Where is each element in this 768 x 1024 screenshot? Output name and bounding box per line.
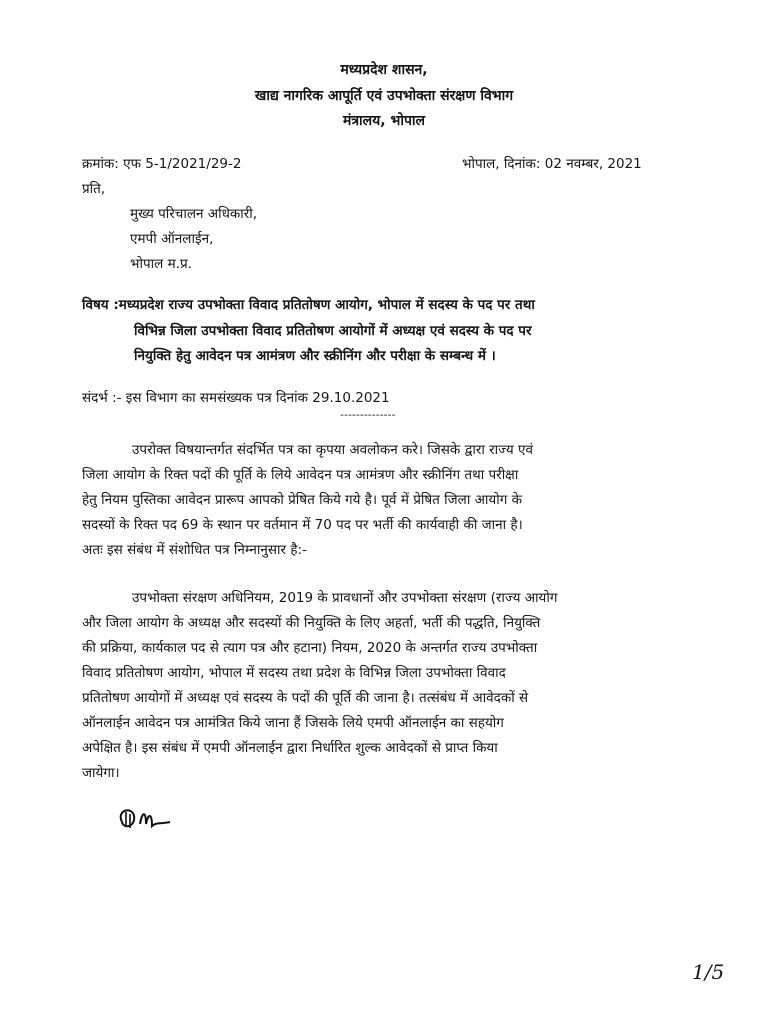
paragraph-2-line: की प्रक्रिया, कार्यकाल पद से त्याग पत्र और हटाना) नियम, 2020 के अन्तर्गत राज्य उपभोक्ता (82, 640, 538, 656)
paragraph-1-line: हेतु नियम पुस्तिका आवेदन प्रारूप आपको प्रेषित किये गये है। पूर्व में प्रेषित जिला आयोग के (82, 492, 522, 508)
paragraph-2-line: और जिला आयोग के अध्यक्ष और सदस्यों की नियुक्ति के लिए अहर्ता, भर्ती की पद्धति, नियुक्ति (82, 615, 541, 631)
paragraph-2-line: विवाद प्रतितोषण आयोग, भोपाल में सदस्य तथा प्रदेश के विभिन्न जिला उपभोक्ता विवाद (82, 665, 506, 681)
paragraph-2-line: प्रतितोषण आयोगों में अध्यक्ष एवं सदस्य के पदों की पूर्ति की जाना है। तत्संबंध में आवेदकों से (82, 690, 529, 706)
addressee-city: भोपाल म.प्र. (130, 256, 192, 272)
department-name: खाद्य नागरिक आपूर्ति एवं उपभोक्ता संरक्षण विभाग (254, 88, 514, 104)
paragraph-1 (82, 438, 686, 563)
paragraph-1-line: उपरोक्त विषयान्तर्गत संदर्भित पत्र का कृपया अवलोकन करे। जिसके द्वारा राज्य एवं (132, 442, 533, 458)
addressee-title: मुख्य परिचालन अधिकारी, (130, 206, 258, 222)
paragraph-1-line: अतः इस संबंध में संशोधित पत्र निम्नानुसार है:- (82, 542, 307, 558)
subject-line-1: विषय :मध्यप्रदेश राज्य उपभोक्ता विवाद प्रतितोषण आयोग, भोपाल में सदस्य के पद पर तथा (82, 297, 535, 313)
addressee-org: एमपी ऑनलाईन, (130, 231, 214, 247)
subject-line-2: विभिन्न जिला उपभोक्ता विवाद प्रतितोषण आयोगों में अध्यक्ष एवं सदस्य के पद पर (134, 323, 532, 339)
subject-line-3: नियुक्ति हेतु आवेदन पत्र आमंत्रण और स्क्रीनिंग और परीक्षा के सम्बन्ध में । (134, 348, 496, 364)
paragraph-2-line: उपभोक्ता संरक्षण अधिनियम, 2019 के प्रावधानों और उपभोक्ता संरक्षण (राज्य आयोग (132, 590, 558, 606)
reference: संदर्भ :- इस विभाग का समसंख्यक पत्र दिनांक 29.10.2021 (82, 390, 390, 406)
paragraph-1-line: सदस्यों के रिक्त पद 69 के स्थान पर वर्तमान में 70 पद पर भर्ती की कार्यवाही की जाना है। (82, 517, 523, 533)
paragraph-2 (82, 586, 686, 786)
paragraph-1-line: जिला आयोग के रिक्त पदों की पूर्ति के लिये आवेदन पत्र आमंत्रण और स्क्रीनिंग तथा परीक्षा (82, 467, 519, 483)
handwritten-initials (112, 800, 182, 840)
paragraph-2-line: ऑनलाईन आवेदन पत्र आमंत्रित किये जाना हैं जिसके लिये एमपी ऑनलाईन का सहयोग (82, 715, 504, 731)
divider: -------------- (340, 408, 396, 421)
office-location: मंत्रालय, भोपाल (342, 113, 426, 129)
paragraph-2-line: अपेक्षित है। इस संबंध में एमपी ऑनलाईन द्वारा निर्धारित शुल्क आवेदकों से प्राप्त किया (82, 740, 498, 756)
letter-date: भोपाल, दिनांक: 02 नवम्बर, 2021 (462, 156, 642, 172)
letter-number: क्रमांक: एफ 5-1/2021/29-2 (82, 156, 242, 172)
paragraph-2-line: जायेगा। (82, 765, 120, 781)
page-marker: 1/5 (692, 960, 725, 984)
govt-name: मध्यप्रदेश शासन, (340, 62, 428, 78)
to-label: प्रति, (82, 181, 106, 197)
